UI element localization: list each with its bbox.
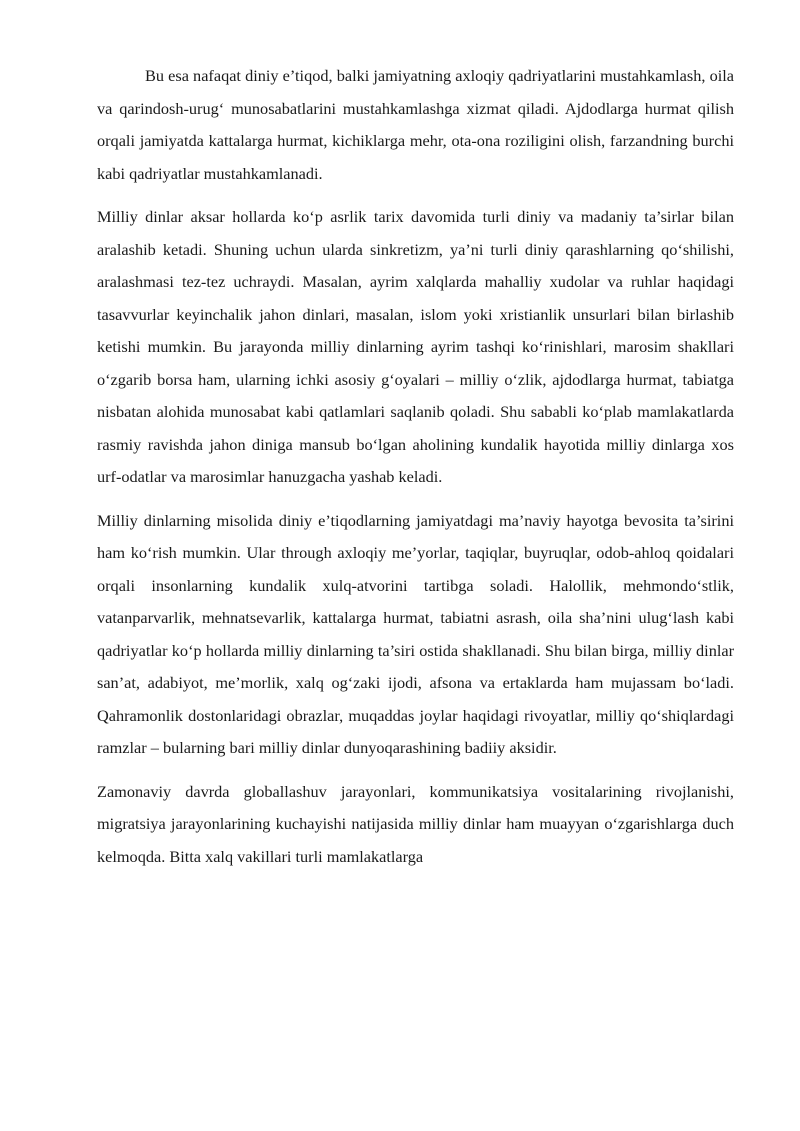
document-body: [97, 60, 734, 884]
paragraph-1: Bu esa nafaqat diniy e’tiqod, balki jamiyatning axloqiy qadriyatlarini mustahkamlash, oila va qarindosh-urug‘ munosabatlarini mustahkamlashga xizmat qiladi. Ajdodlarga hurmat qilish orqali jamiyatda kattalarga hurmat, kichiklarga mehr, ota-ona roziligini olish, farzandning burchi kabi qadriyatlar mustahkamlanadi.: [97, 66, 734, 183]
paragraph-3: Milliy dinlarning misolida diniy e’tiqodlarning jamiyatdagi ma’naviy hayotga bevosita ta’sirini ham ko‘rish mumkin. Ular through axloqiy me’yorlar, taqiqlar, buyruqlar, odob-ahloq qoidalari orqali insonlarning kundalik xulq-atvorini tartibga soladi. Halollik, mehmondo‘stlik, vatanparvarlik, mehnatsevarlik, kattalarga hurmat, tabiatni asrash, oila sha’nini ulug‘lash kabi qadriyatlar ko‘p hollarda milliy dinlarning ta’siri ostida shakllanadi. Shu bilan birga, milliy dinlar san’at, adabiyot, me’morlik, xalq og‘zaki ijodi, afsona va ertaklarda ham mujassam bo‘ladi. Qahramonlik dostonlaridagi obrazlar, muqaddas joylar haqidagi rivoyatlar, milliy qo‘shiqlardagi ramzlar – bularning bari milliy dinlar dunyoqarashining badiiy aksidir.: [97, 510, 734, 757]
paragraph-2: Milliy dinlar aksar hollarda ko‘p asrlik tarix davomida turli diniy va madaniy ta’sirlar bilan aralashib ketadi. Shuning uchun ularda sinkretizm, ya’ni turli diniy qarashlarning qo‘shilishi, aralashmasi tez-tez uchraydi. Masalan, ayrim xalqlarda mahalliy xudolar va ruhlar haqidagi tasavvurlar keyinchalik jahon dinlari, masalan, islom yoki xristianlik unsurlari bilan birlashib ketishi mumkin. Bu jarayonda milliy dinlarning ayrim tashqi ko‘rinishlari, marosim shakllari o‘zgarib borsa ham, ularning ichki asosiy g‘oyalari – milliy o‘zlik, ajdodlarga hurmat, tabiatga nisbatan alohida munosabat kabi qatlamlari saqlanib qoladi. Shu sababli ko‘plab mamlakatlarda rasmiy ravishda jahon diniga mansub bo‘lgan aholining kundalik hayotida milliy dinlarga xos urf-odatlar va marosimlar hanuzgacha yashab keladi.: [97, 207, 734, 486]
paragraph-4: Zamonaviy davrda globallashuv jarayonlari, kommunikatsiya vositalarining rivojlanishi, migratsiya jarayonlarining kuchayishi natijasida milliy dinlar ham muayyan o‘zgarishlarga duch kelmoqda. Bitta xalq vakillari turli mamlakatlarga: [97, 781, 734, 866]
